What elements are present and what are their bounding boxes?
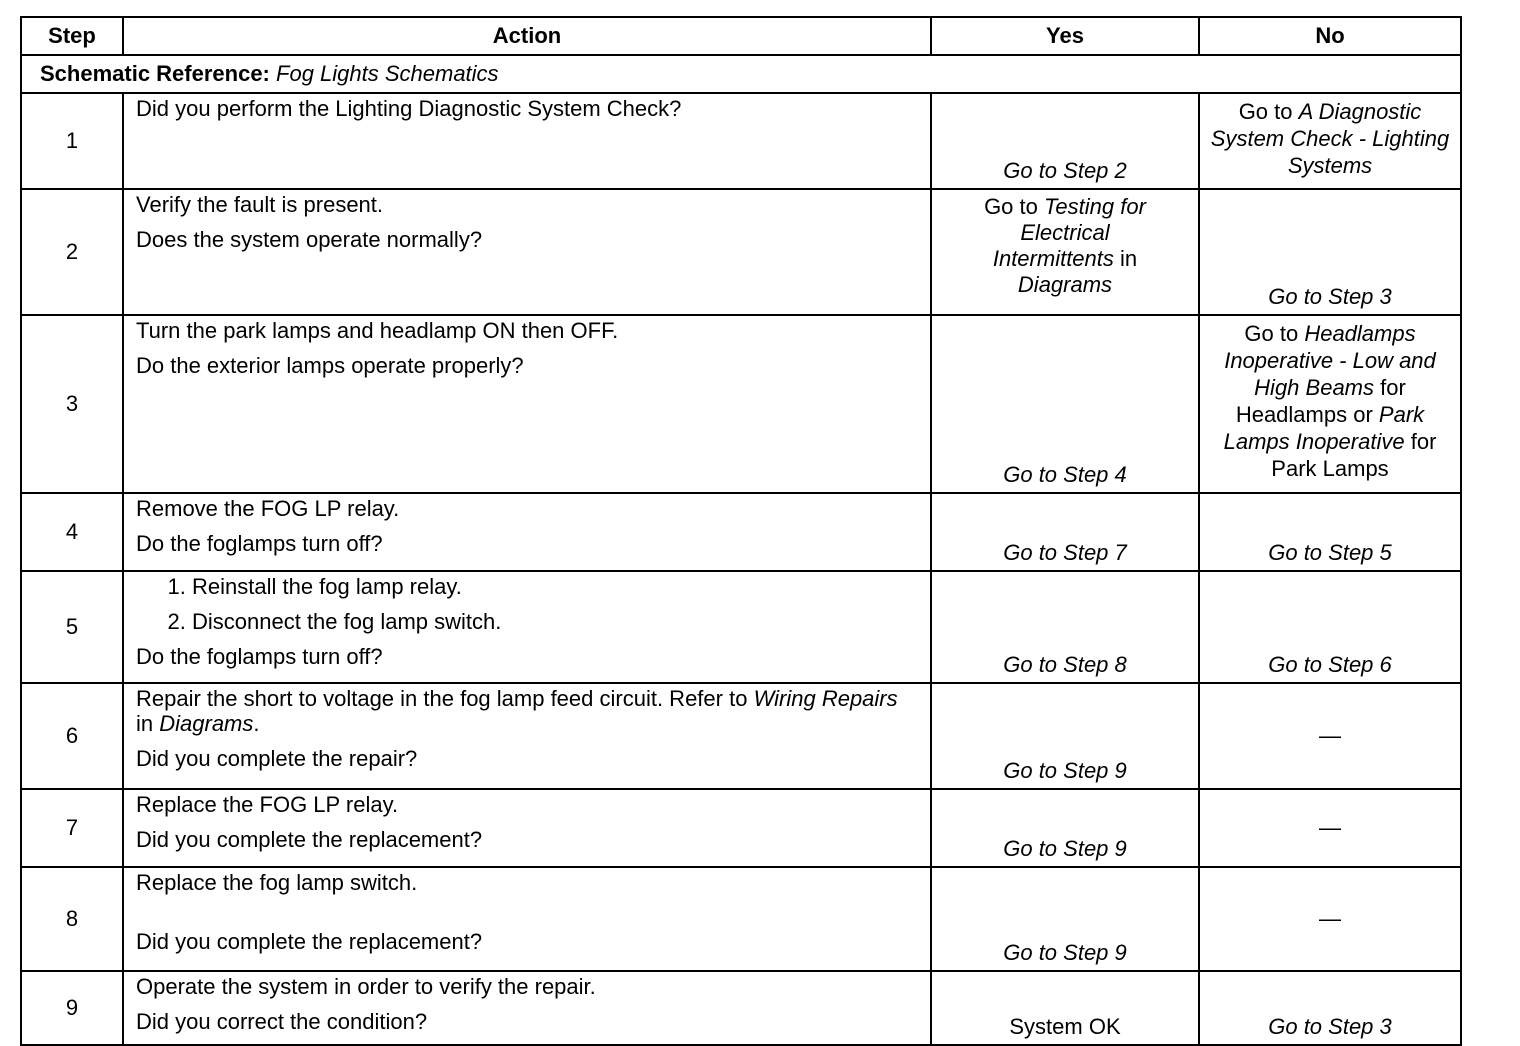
- yes-cell: [931, 493, 1199, 571]
- no-cell: [1199, 93, 1461, 189]
- no-cell: [1199, 493, 1461, 571]
- action-text: Operate the system in order to verify the repair.: [136, 974, 596, 999]
- yes-cell: [931, 683, 1199, 789]
- no-cell: [1199, 315, 1461, 493]
- diagnostic-table: [20, 16, 1462, 1046]
- no-result[interactable]: Go to Step 3: [1268, 284, 1392, 309]
- action-text-in: in: [136, 711, 154, 736]
- yes-cell: [931, 971, 1199, 1045]
- no-result-dash: —: [1319, 723, 1341, 748]
- yes-result[interactable]: Go to Step 8: [1003, 652, 1127, 677]
- list-item: 1. Reinstall the fog lamp relay.: [192, 574, 920, 599]
- header-action: Action: [123, 17, 931, 55]
- step-number: 4: [21, 493, 123, 571]
- table-row: [21, 867, 1461, 971]
- header-row: [21, 17, 1461, 55]
- step-number: 2: [21, 189, 123, 315]
- no-result-dash: —: [1319, 815, 1341, 840]
- step-number: 5: [21, 571, 123, 683]
- action-text: Did you perform the Lighting Diagnostic System Check?: [136, 96, 682, 121]
- action-text: Turn the park lamps and headlamp ON then OFF.: [136, 318, 619, 343]
- schematic-reference-row: [21, 55, 1461, 93]
- yes-cell: [931, 189, 1199, 315]
- no-cell: [1199, 867, 1461, 971]
- action-question: Did you complete the repair?: [136, 746, 418, 771]
- yes-cell: [931, 315, 1199, 493]
- no-result-text: for Headlamps or: [1235, 375, 1406, 427]
- header-no: No: [1199, 17, 1461, 55]
- table-row: [21, 571, 1461, 683]
- no-result-suffix: for Park Lamps: [1271, 429, 1437, 481]
- action-question: Do the exterior lamps operate properly?: [136, 353, 524, 378]
- no-cell: [1199, 971, 1461, 1045]
- wiring-repairs-link[interactable]: Wiring Repairs: [753, 686, 898, 711]
- yes-result[interactable]: Go to Step 7: [1003, 540, 1127, 565]
- action-question: Do the foglamps turn off?: [136, 531, 383, 556]
- no-cell: [1199, 571, 1461, 683]
- yes-result-prefix: Go to: [984, 194, 1038, 219]
- no-cell: [1199, 683, 1461, 789]
- yes-result[interactable]: Go to Step 4: [1003, 462, 1127, 487]
- list-item: 2. Disconnect the fog lamp switch.: [192, 609, 920, 634]
- action-cell: [123, 93, 931, 189]
- action-cell: [123, 683, 931, 789]
- no-result[interactable]: [1200, 316, 1460, 482]
- no-result-dash: —: [1319, 906, 1341, 931]
- no-result[interactable]: Go to Step 5: [1268, 540, 1392, 565]
- table-row: [21, 189, 1461, 315]
- no-cell: [1199, 789, 1461, 867]
- step-number: 9: [21, 971, 123, 1045]
- action-question: Did you correct the condition?: [136, 1009, 428, 1034]
- table-row: [21, 789, 1461, 867]
- action-text: Replace the FOG LP relay.: [136, 792, 399, 817]
- yes-result[interactable]: Go to Step 2: [1003, 158, 1127, 183]
- schematic-reference-label: Schematic Reference:: [40, 61, 270, 86]
- yes-cell: [931, 867, 1199, 971]
- action-cell: [123, 571, 931, 683]
- no-result-link-headlamps[interactable]: Headlamps Inoperative - Low and High Beams: [1224, 321, 1436, 400]
- action-steps-list: [136, 574, 920, 634]
- step-number: 1: [21, 93, 123, 189]
- action-question: Does the system operate normally?: [136, 227, 483, 252]
- action-text: [136, 686, 920, 736]
- action-question: Did you complete the replacement?: [136, 827, 483, 852]
- table-row: [21, 493, 1461, 571]
- action-cell: [123, 315, 931, 493]
- diagrams-link[interactable]: Diagrams: [159, 711, 254, 736]
- yes-result[interactable]: Go to Step 9: [1003, 758, 1127, 783]
- action-text: Replace the fog lamp switch.: [136, 870, 418, 895]
- yes-result[interactable]: Go to Step 9: [1003, 940, 1127, 965]
- header-yes: Yes: [931, 17, 1199, 55]
- action-question: Did you complete the replacement?: [136, 929, 483, 954]
- table-row: [21, 315, 1461, 493]
- yes-result-in: in: [1120, 246, 1138, 271]
- yes-cell: [931, 93, 1199, 189]
- yes-cell: [931, 571, 1199, 683]
- step-number: 7: [21, 789, 123, 867]
- no-result[interactable]: [1200, 94, 1460, 179]
- no-result-prefix: Go to: [1244, 321, 1299, 346]
- yes-result[interactable]: [932, 190, 1198, 298]
- step-number: 8: [21, 867, 123, 971]
- action-text: Verify the fault is present.: [136, 192, 384, 217]
- step-number: 6: [21, 683, 123, 789]
- schematic-reference: [21, 55, 1461, 93]
- action-cell: [123, 867, 931, 971]
- no-result-link-park-lamps[interactable]: Park Lamps Inoperative: [1223, 402, 1425, 454]
- yes-result-link[interactable]: Testing for Electrical Intermittents: [992, 194, 1146, 271]
- action-text-period: .: [253, 711, 260, 736]
- schematic-reference-link[interactable]: Fog Lights Schematics: [276, 61, 499, 86]
- header-step: Step: [21, 17, 123, 55]
- yes-result[interactable]: Go to Step 9: [1003, 836, 1127, 861]
- action-question: Do the foglamps turn off?: [136, 644, 383, 669]
- action-cell: [123, 189, 931, 315]
- action-cell: [123, 971, 931, 1045]
- no-result-prefix: Go to: [1238, 99, 1293, 124]
- table-row: [21, 683, 1461, 789]
- yes-cell: [931, 789, 1199, 867]
- yes-result-link-diagrams[interactable]: Diagrams: [1017, 272, 1113, 297]
- table-row: [21, 93, 1461, 189]
- action-text-start: Repair the short to voltage in the fog lamp feed circuit. Refer to: [136, 686, 748, 711]
- no-cell: [1199, 189, 1461, 315]
- no-result[interactable]: Go to Step 3: [1268, 1014, 1392, 1039]
- no-result[interactable]: Go to Step 6: [1268, 652, 1392, 677]
- no-result-link[interactable]: A Diagnostic System Check - Lighting Systems: [1210, 99, 1450, 178]
- table-row: [21, 971, 1461, 1045]
- action-text: Remove the FOG LP relay.: [136, 496, 400, 521]
- yes-result: System OK: [1009, 1014, 1121, 1039]
- step-number: 3: [21, 315, 123, 493]
- action-cell: [123, 493, 931, 571]
- action-cell: [123, 789, 931, 867]
